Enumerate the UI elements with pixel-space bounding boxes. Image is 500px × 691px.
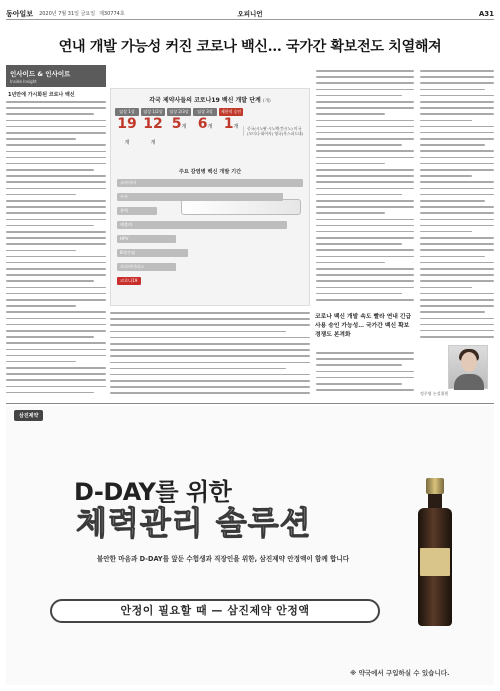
text-line bbox=[6, 163, 106, 165]
text-line bbox=[316, 389, 414, 391]
text-line bbox=[6, 194, 76, 196]
text-line bbox=[316, 225, 414, 227]
text-line bbox=[110, 380, 310, 382]
text-line bbox=[6, 200, 106, 202]
text-line bbox=[316, 280, 414, 282]
vaccine-infographic bbox=[110, 88, 310, 306]
text-line bbox=[316, 157, 414, 159]
text-line bbox=[316, 95, 402, 97]
phase-count: 5개 bbox=[171, 116, 187, 132]
text-line bbox=[420, 157, 494, 159]
text-line bbox=[420, 169, 494, 171]
text-line bbox=[6, 379, 106, 381]
infographic-title bbox=[111, 95, 309, 104]
text-line bbox=[420, 287, 472, 289]
text-line bbox=[6, 144, 106, 146]
text-line bbox=[420, 132, 494, 134]
ad-tagline: 체력관리 솔루션 bbox=[76, 504, 312, 542]
text-line bbox=[6, 349, 106, 351]
period-bar bbox=[117, 207, 157, 215]
text-line bbox=[110, 318, 310, 320]
ad-headline: D-DAY를 위한 bbox=[74, 478, 232, 506]
text-line bbox=[6, 169, 94, 171]
text-line bbox=[420, 144, 485, 146]
text-line bbox=[420, 237, 494, 239]
text-line bbox=[316, 76, 414, 78]
text-line bbox=[420, 243, 494, 245]
text-line bbox=[420, 194, 494, 196]
syringe-illustration bbox=[181, 199, 301, 215]
text-line bbox=[6, 101, 106, 103]
phase-unit: 개 bbox=[207, 124, 213, 130]
text-line bbox=[420, 318, 494, 320]
text-line bbox=[6, 138, 76, 140]
phase-4 bbox=[219, 108, 243, 135]
text-line bbox=[316, 268, 414, 270]
text-line bbox=[6, 280, 94, 282]
text-line bbox=[316, 237, 414, 239]
text-line bbox=[6, 256, 106, 258]
text-line bbox=[420, 280, 494, 282]
left-column bbox=[6, 65, 106, 395]
text-line bbox=[6, 126, 106, 128]
text-line bbox=[316, 169, 414, 171]
page-number: A31 bbox=[478, 9, 494, 18]
bars-title: 주요 감염병 백신 개발 기간 bbox=[178, 169, 242, 175]
text-line bbox=[6, 157, 106, 159]
text-line bbox=[6, 318, 106, 320]
text-line bbox=[316, 200, 414, 202]
text-line bbox=[6, 268, 106, 270]
text-line bbox=[316, 293, 402, 295]
text-line bbox=[420, 175, 472, 177]
phase-label: 임상 3상 bbox=[193, 108, 217, 116]
period-bar-label: 코로나19 bbox=[120, 278, 138, 283]
text-line bbox=[6, 293, 106, 295]
text-line bbox=[6, 107, 106, 109]
article-body-column-3-lower bbox=[316, 352, 414, 398]
text-line bbox=[316, 299, 414, 301]
text-line bbox=[6, 250, 76, 252]
text-line bbox=[316, 101, 414, 103]
period-bar bbox=[117, 193, 283, 201]
text-line bbox=[316, 256, 414, 258]
text-line bbox=[110, 349, 310, 351]
text-line bbox=[6, 311, 106, 313]
text-line bbox=[110, 331, 286, 333]
text-line bbox=[316, 364, 402, 366]
text-line bbox=[6, 336, 94, 338]
text-line bbox=[316, 371, 414, 373]
period-bar-label: 홍역 bbox=[120, 208, 129, 213]
text-line bbox=[110, 368, 286, 370]
period-bar-label: B형간염 bbox=[120, 250, 136, 255]
text-line bbox=[316, 144, 402, 146]
text-line bbox=[110, 355, 310, 357]
pull-quote: 코로나 백신 개발 속도 빨라 연내 긴급사용 승인 가능성… 국가간 백신 확보 경쟁도 본격화 bbox=[315, 314, 412, 338]
article-headline: 연내 개발 가능성 커진 코로나 백신… 국가간 확보전도 치열해져 bbox=[58, 39, 442, 55]
column-byline: 1년만에 가시화된 코로나 백신 bbox=[8, 92, 75, 98]
text-line bbox=[6, 305, 76, 307]
text-line bbox=[420, 181, 494, 183]
text-line bbox=[6, 274, 106, 276]
text-line bbox=[316, 358, 414, 360]
text-line bbox=[316, 138, 414, 140]
phase-unit: 개 bbox=[150, 140, 156, 146]
text-line bbox=[110, 343, 310, 345]
text-line bbox=[6, 151, 106, 153]
text-line bbox=[6, 113, 94, 115]
text-line bbox=[110, 374, 310, 376]
text-line bbox=[6, 373, 106, 375]
phase-3 bbox=[193, 108, 217, 135]
infographic-unit: (개) bbox=[262, 99, 271, 104]
text-line bbox=[316, 377, 414, 379]
issue-number: 제30774호 bbox=[99, 11, 125, 17]
period-bar-label: 에볼라 bbox=[120, 222, 133, 227]
text-line bbox=[420, 324, 494, 326]
text-line bbox=[6, 132, 106, 134]
period-bar-label: 로타바이러스 bbox=[120, 264, 145, 269]
text-line bbox=[420, 82, 494, 84]
column-header bbox=[6, 65, 106, 87]
text-line bbox=[6, 188, 106, 190]
phase-1 bbox=[141, 108, 165, 151]
text-line bbox=[316, 82, 414, 84]
text-line bbox=[6, 175, 106, 177]
text-line bbox=[420, 299, 494, 301]
page-header bbox=[6, 8, 494, 20]
period-bar bbox=[117, 235, 176, 243]
text-line bbox=[6, 219, 106, 221]
text-line bbox=[6, 330, 106, 332]
text-line bbox=[110, 386, 310, 388]
text-line bbox=[316, 194, 402, 196]
phase-unit: 개 bbox=[233, 124, 239, 130]
text-line bbox=[316, 249, 414, 251]
text-line bbox=[316, 383, 402, 385]
text-line bbox=[6, 231, 106, 233]
text-line bbox=[420, 107, 494, 109]
text-line bbox=[316, 120, 414, 122]
text-line bbox=[316, 126, 414, 128]
period-bar bbox=[117, 249, 188, 257]
ad-footer-note: ※ 약국에서 구입하실 수 있습니다. bbox=[350, 669, 450, 677]
text-line bbox=[110, 362, 310, 364]
development-period-bars bbox=[117, 179, 303, 297]
text-line bbox=[316, 212, 385, 214]
phase-count: 12개 bbox=[143, 116, 163, 146]
text-line bbox=[420, 311, 485, 313]
text-line bbox=[6, 361, 76, 363]
product-bottle-image bbox=[414, 478, 456, 628]
section-title: 오피니언 bbox=[237, 10, 263, 18]
text-line bbox=[420, 120, 472, 122]
text-line bbox=[6, 355, 106, 357]
phase-unit: 개 bbox=[181, 124, 187, 130]
text-line bbox=[420, 101, 494, 103]
text-line bbox=[6, 262, 106, 264]
text-line bbox=[420, 336, 494, 338]
period-bar bbox=[117, 179, 303, 187]
text-line bbox=[420, 256, 485, 258]
text-line bbox=[316, 262, 385, 264]
text-line bbox=[6, 287, 106, 289]
text-line bbox=[420, 200, 485, 202]
period-bar bbox=[117, 221, 287, 229]
text-line bbox=[420, 206, 494, 208]
text-line bbox=[6, 386, 106, 388]
text-line bbox=[316, 163, 385, 165]
text-line bbox=[6, 324, 106, 326]
text-line bbox=[420, 212, 494, 214]
text-line bbox=[316, 132, 414, 134]
column-body-text bbox=[6, 101, 106, 393]
phase-label: 임상 1/2상 bbox=[141, 108, 165, 116]
text-line bbox=[6, 342, 106, 344]
phase-label: 제한적 승인 bbox=[220, 109, 242, 114]
text-line bbox=[420, 126, 494, 128]
text-line bbox=[316, 206, 414, 208]
text-line bbox=[420, 262, 494, 264]
text-line bbox=[420, 219, 494, 221]
text-line bbox=[420, 76, 494, 78]
phase-2 bbox=[167, 108, 191, 135]
issue-date: 2020년 7월 31일 금요일 bbox=[39, 11, 96, 17]
ad-divider bbox=[6, 403, 494, 404]
text-line bbox=[316, 181, 414, 183]
text-line bbox=[110, 312, 310, 314]
columnist-caption: 정주영 논설위원 bbox=[420, 391, 449, 396]
period-bar-label: HPV bbox=[120, 236, 129, 241]
text-line bbox=[316, 113, 385, 115]
text-line bbox=[420, 150, 494, 152]
phase-0 bbox=[115, 108, 139, 151]
text-line bbox=[420, 138, 494, 140]
period-bar-label: 소아마비 bbox=[120, 180, 137, 185]
text-line bbox=[316, 231, 414, 233]
text-line bbox=[420, 95, 494, 97]
text-line bbox=[6, 225, 94, 227]
text-line bbox=[316, 274, 414, 276]
phase-unit: 개 bbox=[124, 140, 130, 146]
column-subtitle: Inside Insight bbox=[10, 79, 37, 84]
text-line bbox=[420, 231, 472, 233]
text-line bbox=[420, 274, 494, 276]
text-line bbox=[420, 305, 494, 307]
text-line bbox=[6, 237, 106, 239]
ad-cta-banner: 안정이 필요할 때 — 삼진제약 안정액 bbox=[50, 599, 380, 623]
phase-count: 1개 bbox=[223, 116, 239, 132]
advertisement bbox=[6, 406, 494, 685]
text-line bbox=[110, 324, 310, 326]
text-line bbox=[420, 113, 494, 115]
column-title: 인사이드 & 인사이트 bbox=[10, 70, 71, 78]
text-line bbox=[420, 268, 494, 270]
text-line bbox=[316, 70, 414, 72]
period-bar bbox=[117, 277, 141, 285]
article-body-lower bbox=[110, 312, 310, 398]
text-line bbox=[316, 219, 414, 221]
text-line bbox=[316, 352, 414, 354]
text-line bbox=[420, 163, 494, 165]
text-line bbox=[420, 89, 485, 91]
text-line bbox=[316, 107, 414, 109]
text-line bbox=[420, 188, 494, 190]
masthead: 동아일보 bbox=[6, 8, 34, 18]
text-line bbox=[420, 225, 494, 227]
ad-copy: 불안한 마음과 D-DAY를 앞둔 수험생과 직장인을 위한, 삼진제약 안정액이 함께 합니다 bbox=[96, 555, 350, 563]
text-line bbox=[420, 330, 494, 332]
text-line bbox=[316, 243, 402, 245]
phase-label: 임상 2/3상 bbox=[167, 108, 191, 116]
text-line bbox=[316, 150, 414, 152]
article-body-column-3 bbox=[316, 70, 414, 306]
text-line bbox=[6, 212, 106, 214]
countries-note: 중국(시노팜·시노백·칸시노) 미국(모더나·화이자) 영국(옥스퍼드대) bbox=[243, 126, 305, 136]
phase-count: 19개 bbox=[117, 116, 137, 146]
text-line bbox=[6, 299, 106, 301]
period-bar-label: 수두 bbox=[120, 194, 129, 199]
text-line bbox=[6, 243, 106, 245]
text-line bbox=[420, 249, 494, 251]
text-line bbox=[6, 181, 106, 183]
text-line bbox=[420, 70, 494, 72]
text-line bbox=[316, 175, 414, 177]
text-line bbox=[6, 120, 106, 122]
text-line bbox=[316, 89, 414, 91]
infographic-title-text: 각국 제약사들의 코로나19 백신 개발 단계 bbox=[149, 97, 261, 104]
phase-counts bbox=[111, 108, 309, 160]
article-body-column-4 bbox=[420, 70, 494, 340]
period-bar bbox=[117, 263, 176, 271]
text-line bbox=[110, 337, 310, 339]
text-line bbox=[6, 206, 106, 208]
text-line bbox=[110, 392, 310, 394]
columnist-photo bbox=[448, 345, 488, 389]
phase-count: 6개 bbox=[197, 116, 213, 132]
text-line bbox=[6, 367, 106, 369]
ad-brand: 삼진제약 bbox=[14, 410, 43, 421]
text-line bbox=[316, 188, 414, 190]
phase-label: 임상 1상 bbox=[115, 108, 139, 116]
text-line bbox=[420, 293, 494, 295]
text-line bbox=[316, 287, 414, 289]
text-line bbox=[6, 392, 94, 394]
